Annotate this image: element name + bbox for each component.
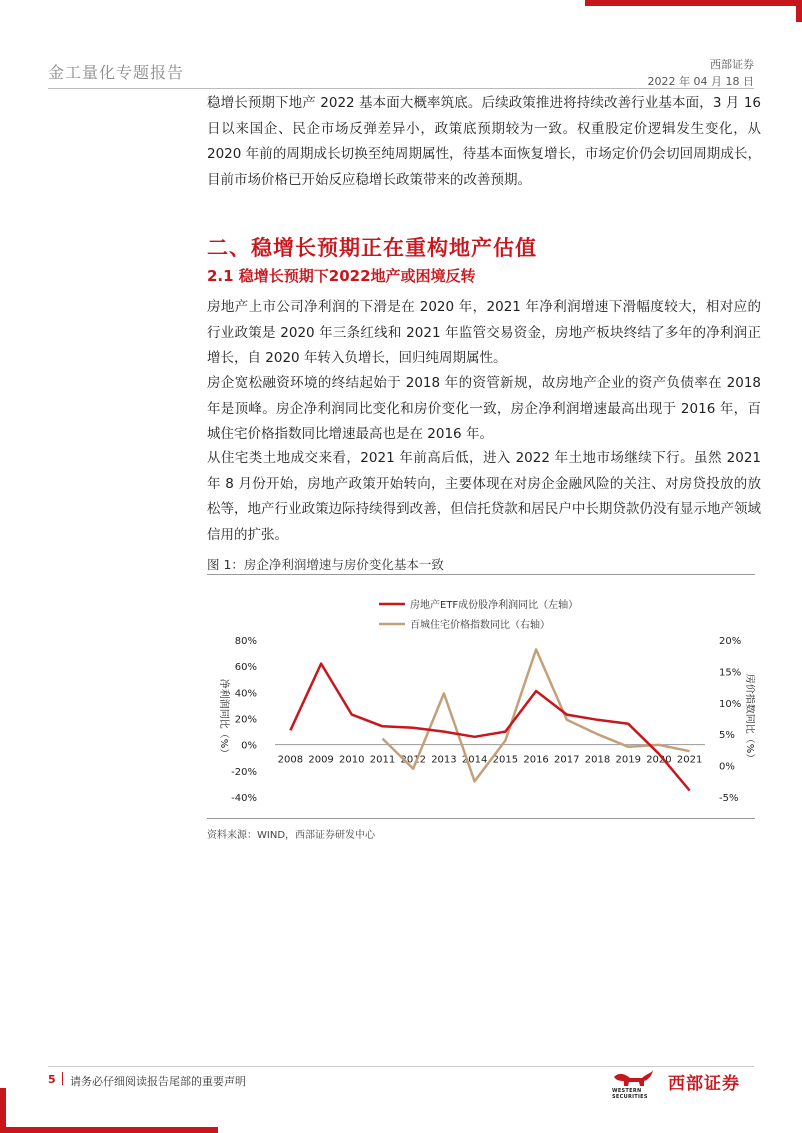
x-tick-label: 2015: [492, 754, 519, 766]
line-chart: [207, 578, 755, 816]
paragraph-1: 房地产上市公司净利润的下滑是在 2020 年，2021 年净利润增速下滑幅度较大，相对应的行业政策是 2020 年三条红线和 2021 年监管交易资金，房地产板块终结了多年的净利润正增长，自 2020 年转入负增长，回归纯周期属性。: [207, 299, 761, 366]
footer-disclaimer: 请务必仔细阅读报告尾部的重要声明: [70, 1075, 246, 1088]
right-tick-label: 5%: [719, 730, 735, 742]
paragraph-2: 房企宽松融资环境的终结起始于 2018 年的资管新规，故房地产企业的资产负债率在 2018 年是顶峰。房企净利润同比变化和房价变化一致，房企净利润增速最高出现于 2016 年，百城住宅价格指数同比增速最高也是在 2016 年。: [207, 375, 761, 442]
x-tick-label: 2010: [339, 754, 365, 766]
right-tick-label: 15%: [719, 667, 742, 679]
logo-subtitle: WESTERN SECURITIES: [612, 1088, 648, 1100]
figure-top-rule: [207, 574, 755, 575]
header-divider: [48, 88, 754, 89]
left-tick-label: -20%: [231, 766, 257, 778]
subsection-title: 2.1 稳增长预期下2022地产或困境反转: [207, 267, 476, 285]
figure-bottom-rule: [207, 818, 755, 819]
x-tick-label: 2011: [369, 754, 396, 766]
left-tick-label: 80%: [234, 636, 257, 647]
right-tick-label: 10%: [719, 698, 742, 710]
left-tick-label: 60%: [234, 662, 257, 674]
logo-text: 西部证券: [668, 1073, 740, 1094]
page-separator: [62, 1072, 63, 1085]
bottom-accent-bar: [0, 1127, 218, 1133]
left-tick-label: 20%: [234, 714, 257, 726]
left-axis-title: 净利润同比（%）: [218, 678, 229, 759]
legend-label-1: 百城住宅价格指数同比（右轴）: [410, 620, 550, 631]
page-number: 5: [48, 1073, 56, 1086]
figure-source: 资料来源：WIND，西部证券研发中心: [207, 830, 376, 841]
bull-logo-icon: [612, 1068, 654, 1090]
x-tick-label: 2008: [277, 754, 304, 766]
section-title: 二、稳增长预期正在重构地产估值: [207, 236, 537, 260]
x-tick-label: 2009: [308, 754, 334, 766]
figure-title: 图 1：房企净利润增速与房价变化基本一致: [207, 557, 444, 572]
x-tick-label: 2016: [523, 754, 549, 766]
intro-paragraph: 稳增长预期下地产 2022 基本面大概率筑底。后续政策推进将持续改善行业基本面，3 月 16 日以来国企、民企市场反弹差异小，政策底预期较为一致。权重股定价逻辑发生变化，从 2020 年前的周期成长切换至纯周期属性，待基本面恢复增长，市场定价仍会切回周期成长，目前市场价格已开始反应稳增长政策带来的改善预期。: [207, 95, 761, 188]
top-accent-bar: [585, 0, 802, 6]
right-tick-label: 20%: [719, 636, 742, 647]
legend-label-0: 房地产ETF成份股净利润同比（左轴）: [410, 600, 579, 611]
x-tick-label: 2012: [400, 754, 426, 766]
x-tick-label: 2014: [461, 754, 488, 766]
x-tick-label: 2021: [676, 754, 703, 766]
left-tick-label: 0%: [241, 740, 257, 752]
x-tick-label: 2020: [646, 754, 672, 766]
x-tick-label: 2018: [584, 754, 611, 766]
footer-divider: [48, 1066, 754, 1067]
paragraph-3: 从住宅类土地成交来看，2021 年前高后低，进入 2022 年土地市场继续下行。虽然 2021 年 8 月份开始，房地产政策开始转向，主要体现在对房企金融风险的关注、对房贷投放的放松等，地产行业政策边际持续得到改善，但信托贷款和居民户中长期贷款仍没有显示地产领域信用的扩张。: [207, 450, 761, 543]
left-tick-label: 40%: [234, 688, 257, 700]
right-axis-title: 房价指数同比（%）: [744, 673, 755, 764]
report-type: 金工量化专题报告: [48, 63, 185, 82]
series-line-0: [290, 664, 689, 791]
report-date: 2022 年 04 月 18 日: [647, 75, 754, 88]
x-tick-label: 2019: [615, 754, 641, 766]
top-accent-corner: [796, 0, 802, 22]
right-tick-label: 0%: [719, 761, 735, 773]
x-tick-label: 2017: [554, 754, 580, 766]
company-logo: [612, 1068, 740, 1100]
right-tick-label: -5%: [719, 793, 739, 804]
left-tick-label: -40%: [231, 793, 257, 804]
company-name: 西部证券: [710, 58, 754, 71]
x-tick-label: 2013: [431, 754, 457, 766]
